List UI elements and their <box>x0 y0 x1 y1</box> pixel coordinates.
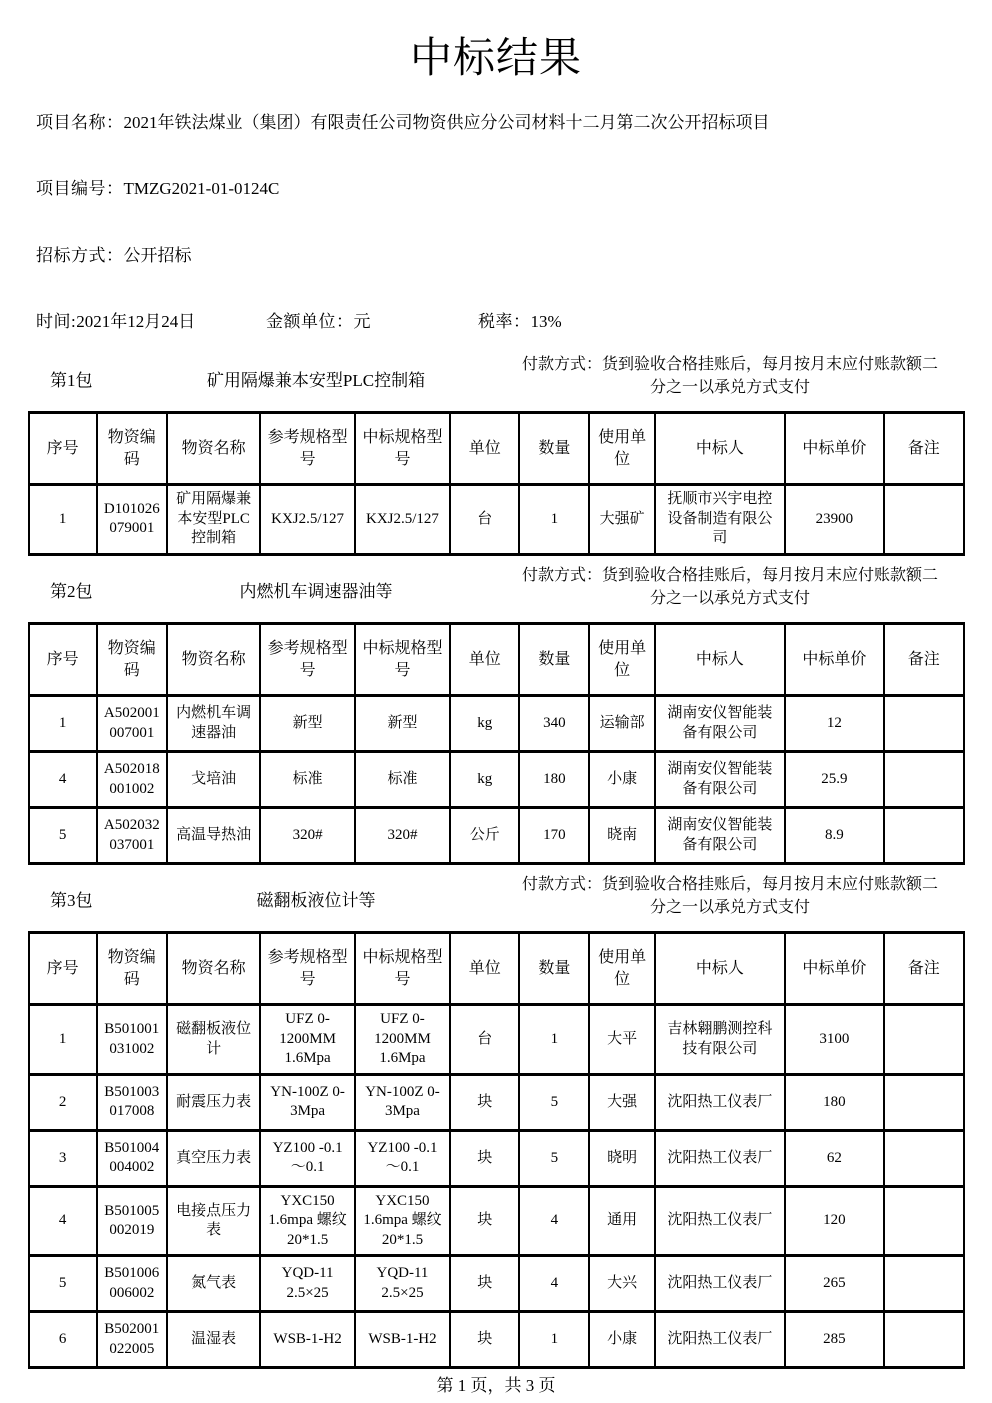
table-cell: A502001007001 <box>97 696 167 752</box>
amount-unit-value: 元 <box>353 311 371 331</box>
project-number-value: TMZG2021-01-0124C <box>123 179 280 199</box>
table-cell: 285 <box>785 1312 884 1368</box>
project-number-line <box>36 178 956 200</box>
table-row <box>29 1130 964 1186</box>
table-cell: 沈阳热工仪表厂 <box>655 1256 785 1312</box>
table-cell <box>884 1312 964 1368</box>
table-cell: 晓明 <box>589 1130 654 1186</box>
table-cell: 块 <box>450 1186 519 1256</box>
table-cell: 真空压力表 <box>167 1130 261 1186</box>
col-header-ref-spec: 参考规格型号 <box>260 413 354 485</box>
table-cell: YQD-11 2.5×25 <box>355 1256 450 1312</box>
col-header-seq: 序号 <box>29 624 97 696</box>
table-cell: 1 <box>29 696 97 752</box>
table-cell: 氮气表 <box>167 1256 261 1312</box>
table-cell: B501003017008 <box>97 1074 167 1130</box>
table-cell: 5 <box>29 808 97 864</box>
table-cell: 晓南 <box>589 808 654 864</box>
package-1-header <box>36 353 956 399</box>
col-header-winner: 中标人 <box>655 413 785 485</box>
table-cell: YQD-11 2.5×25 <box>260 1256 354 1312</box>
col-header-note: 备注 <box>884 933 964 1005</box>
col-header-material-code: 物资编码 <box>97 933 167 1005</box>
col-header-ref-spec: 参考规格型号 <box>260 624 354 696</box>
col-header-win-price: 中标单价 <box>785 933 884 1005</box>
tax-label: 税率： <box>478 311 531 331</box>
table-header-row <box>29 624 964 696</box>
table-cell: 12 <box>785 696 884 752</box>
table-cell: 1 <box>519 1312 589 1368</box>
payment-line-1: 付款方式：货到验收合格挂账后，每月按月末应付账款额二 <box>521 876 938 894</box>
table-row <box>29 1074 964 1130</box>
table-cell: 抚顺市兴宇电控设备制造有限公司 <box>655 485 785 555</box>
col-header-winner: 中标人 <box>655 933 785 1005</box>
col-header-qty: 数量 <box>519 413 589 485</box>
table-cell: 62 <box>785 1130 884 1186</box>
table-cell: 大兴 <box>589 1256 654 1312</box>
col-header-note: 备注 <box>884 624 964 696</box>
table-row <box>29 696 964 752</box>
time-label: 时间: <box>36 311 77 331</box>
col-header-note: 备注 <box>884 413 964 485</box>
col-header-win-spec: 中标规格型号 <box>355 624 450 696</box>
page-title: 中标结果 <box>409 36 582 82</box>
table-cell <box>884 485 964 555</box>
table-cell: 小康 <box>589 752 654 808</box>
table-cell: UFZ 0-1200MM 1.6Mpa <box>260 1005 354 1075</box>
table-cell: 大强矿 <box>589 485 654 555</box>
table-header-row <box>29 413 964 485</box>
package-2-table <box>28 622 965 865</box>
col-header-user-unit: 使用单位 <box>589 933 654 1005</box>
table-row <box>29 1186 964 1256</box>
table-cell: B501006006002 <box>97 1256 167 1312</box>
package-2-payment-terms <box>504 564 956 610</box>
table-cell: WSB-1-H2 <box>355 1312 450 1368</box>
payment-line-2: 分之一以承兑方式支付 <box>649 589 810 607</box>
table-cell: 3 <box>29 1130 97 1186</box>
project-name-value: 2021年铁法煤业（集团）有限责任公司物资供应分公司材料十二月第二次公开招标项目 <box>123 113 770 133</box>
table-cell: 沈阳热工仪表厂 <box>655 1130 785 1186</box>
table-cell: B501004004002 <box>97 1130 167 1186</box>
package-1-name: 矿用隔爆兼本安型PLC控制箱 <box>206 370 426 390</box>
col-header-material-code: 物资编码 <box>97 624 167 696</box>
package-2-header <box>36 564 956 610</box>
table-cell: kg <box>450 696 519 752</box>
table-row <box>29 1256 964 1312</box>
table-cell: 湖南安仪智能装备有限公司 <box>655 696 785 752</box>
table-cell: 块 <box>450 1074 519 1130</box>
col-header-win-price: 中标单价 <box>785 624 884 696</box>
package-2-name: 内燃机车调速器油等 <box>239 581 393 601</box>
table-cell: KXJ2.5/127 <box>355 485 450 555</box>
col-header-material-name: 物资名称 <box>167 933 261 1005</box>
table-cell: 120 <box>785 1186 884 1256</box>
table-cell: A502032037001 <box>97 808 167 864</box>
amount-unit-label: 金额单位： <box>266 311 354 331</box>
package-2-label: 第2包 <box>50 581 93 601</box>
table-cell: 新型 <box>260 696 354 752</box>
table-row <box>29 1312 964 1368</box>
table-cell <box>884 696 964 752</box>
col-header-win-spec: 中标规格型号 <box>355 933 450 1005</box>
table-cell: 内燃机车调速器油 <box>167 696 261 752</box>
table-cell: 标准 <box>355 752 450 808</box>
table-cell: WSB-1-H2 <box>260 1312 354 1368</box>
table-cell: kg <box>450 752 519 808</box>
table-cell: 运输部 <box>589 696 654 752</box>
package-3-table-body <box>29 1005 964 1368</box>
table-cell: 5 <box>519 1074 589 1130</box>
table-cell: 沈阳热工仪表厂 <box>655 1186 785 1256</box>
table-cell: UFZ 0-1200MM 1.6Mpa <box>355 1005 450 1075</box>
tax-pair <box>478 311 562 333</box>
table-cell: 温湿表 <box>167 1312 261 1368</box>
col-header-user-unit: 使用单位 <box>589 413 654 485</box>
table-cell <box>884 752 964 808</box>
table-cell: 高温导热油 <box>167 808 261 864</box>
table-cell: A502018001002 <box>97 752 167 808</box>
payment-line-1: 付款方式：货到验收合格挂账后，每月按月末应付账款额二 <box>521 355 938 373</box>
table-row <box>29 808 964 864</box>
table-cell: B502001022005 <box>97 1312 167 1368</box>
project-name-line <box>36 112 956 134</box>
table-cell: 1 <box>519 1005 589 1075</box>
package-3-name: 磁翻板液位计等 <box>256 891 376 911</box>
package-1-label: 第1包 <box>50 370 93 390</box>
table-cell: 大强 <box>589 1074 654 1130</box>
col-header-winner: 中标人 <box>655 624 785 696</box>
table-cell: 块 <box>450 1256 519 1312</box>
package-1-table-body <box>29 485 964 555</box>
table-cell: 4 <box>519 1256 589 1312</box>
col-header-qty: 数量 <box>519 933 589 1005</box>
table-cell: 2 <box>29 1074 97 1130</box>
table-row <box>29 485 964 555</box>
col-header-material-code: 物资编码 <box>97 413 167 485</box>
table-cell: 磁翻板液位计 <box>167 1005 261 1075</box>
col-header-ref-spec: 参考规格型号 <box>260 933 354 1005</box>
table-cell: 3100 <box>785 1005 884 1075</box>
table-cell: 4 <box>29 752 97 808</box>
time-pair <box>36 311 266 333</box>
table-cell: 新型 <box>355 696 450 752</box>
table-cell: 340 <box>519 696 589 752</box>
table-cell: 5 <box>519 1130 589 1186</box>
col-header-seq: 序号 <box>29 933 97 1005</box>
table-cell: 电接点压力表 <box>167 1186 261 1256</box>
table-cell: 标准 <box>260 752 354 808</box>
table-cell: B501005002019 <box>97 1186 167 1256</box>
col-header-unit: 单位 <box>450 624 519 696</box>
table-header-row <box>29 933 964 1005</box>
table-cell: YZ100 -0.1～0.1 <box>260 1130 354 1186</box>
table-cell: 通用 <box>589 1186 654 1256</box>
table-cell <box>884 1130 964 1186</box>
table-cell: 1 <box>519 485 589 555</box>
table-cell: 公斤 <box>450 808 519 864</box>
table-cell: 320# <box>260 808 354 864</box>
table-cell: YN-100Z 0-3Mpa <box>260 1074 354 1130</box>
table-cell: 块 <box>450 1312 519 1368</box>
col-header-unit: 单位 <box>450 933 519 1005</box>
table-row <box>29 1005 964 1075</box>
col-header-win-spec: 中标规格型号 <box>355 413 450 485</box>
table-cell: 8.9 <box>785 808 884 864</box>
package-3-table <box>28 931 965 1369</box>
table-cell: KXJ2.5/127 <box>260 485 354 555</box>
table-cell: YN-100Z 0-3Mpa <box>355 1074 450 1130</box>
bid-method-value: 公开招标 <box>123 245 192 265</box>
time-value: 2021年12月24日 <box>76 311 196 331</box>
table-cell: D101026079001 <box>97 485 167 555</box>
table-cell: 5 <box>29 1256 97 1312</box>
package-2-table-body <box>29 696 964 864</box>
package-3-payment-terms <box>504 873 956 919</box>
table-cell: 4 <box>519 1186 589 1256</box>
table-cell: 4 <box>29 1186 97 1256</box>
table-cell: YXC150 1.6mpa 螺纹20*1.5 <box>260 1186 354 1256</box>
table-cell: 沈阳热工仪表厂 <box>655 1074 785 1130</box>
table-cell: 小康 <box>589 1312 654 1368</box>
package-3-header <box>36 873 956 919</box>
table-cell: 23900 <box>785 485 884 555</box>
table-cell: 320# <box>355 808 450 864</box>
table-cell: 1 <box>29 1005 97 1075</box>
table-cell <box>884 1256 964 1312</box>
table-cell: 块 <box>450 1130 519 1186</box>
payment-line-2: 分之一以承兑方式支付 <box>649 899 810 917</box>
package-1-payment-terms <box>504 353 956 399</box>
project-name-label: 项目名称： <box>36 113 124 133</box>
table-cell: 台 <box>450 1005 519 1075</box>
col-header-unit: 单位 <box>450 413 519 485</box>
package-3-label: 第3包 <box>50 891 93 911</box>
col-header-material-name: 物资名称 <box>167 413 261 485</box>
table-cell: 矿用隔爆兼本安型PLC控制箱 <box>167 485 261 555</box>
amount-unit-pair <box>266 311 478 333</box>
table-cell: 1 <box>29 485 97 555</box>
col-header-win-price: 中标单价 <box>785 413 884 485</box>
table-cell: 湖南安仪智能装备有限公司 <box>655 808 785 864</box>
table-cell <box>884 1074 964 1130</box>
table-cell: YXC150 1.6mpa 螺纹20*1.5 <box>355 1186 450 1256</box>
time-unit-tax-line <box>36 311 956 333</box>
table-cell: 180 <box>785 1074 884 1130</box>
table-cell <box>884 808 964 864</box>
col-header-material-name: 物资名称 <box>167 624 261 696</box>
table-cell: 180 <box>519 752 589 808</box>
table-cell <box>884 1186 964 1256</box>
table-cell: 170 <box>519 808 589 864</box>
tax-value: 13% <box>530 311 562 331</box>
payment-line-2: 分之一以承兑方式支付 <box>649 378 810 396</box>
table-cell: 25.9 <box>785 752 884 808</box>
bid-method-line <box>36 245 956 267</box>
table-cell: 戈培油 <box>167 752 261 808</box>
table-cell: B501001031002 <box>97 1005 167 1075</box>
table-cell: 吉林翱鹏测控科技有限公司 <box>655 1005 785 1075</box>
page-number: 第 1 页，共 3 页 <box>436 1376 556 1396</box>
col-header-user-unit: 使用单位 <box>589 624 654 696</box>
col-header-qty: 数量 <box>519 624 589 696</box>
project-number-label: 项目编号： <box>36 179 124 199</box>
table-cell: 大平 <box>589 1005 654 1075</box>
payment-line-1: 付款方式：货到验收合格挂账后，每月按月末应付账款额二 <box>521 566 938 584</box>
col-header-seq: 序号 <box>29 413 97 485</box>
table-cell: 湖南安仪智能装备有限公司 <box>655 752 785 808</box>
table-cell <box>884 1005 964 1075</box>
table-cell: YZ100 -0.1～0.1 <box>355 1130 450 1186</box>
table-cell: 6 <box>29 1312 97 1368</box>
table-cell: 265 <box>785 1256 884 1312</box>
table-cell: 沈阳热工仪表厂 <box>655 1312 785 1368</box>
bid-method-label: 招标方式： <box>36 245 124 265</box>
table-cell: 耐震压力表 <box>167 1074 261 1130</box>
table-cell: 台 <box>450 485 519 555</box>
table-row <box>29 752 964 808</box>
package-1-table <box>28 411 965 556</box>
